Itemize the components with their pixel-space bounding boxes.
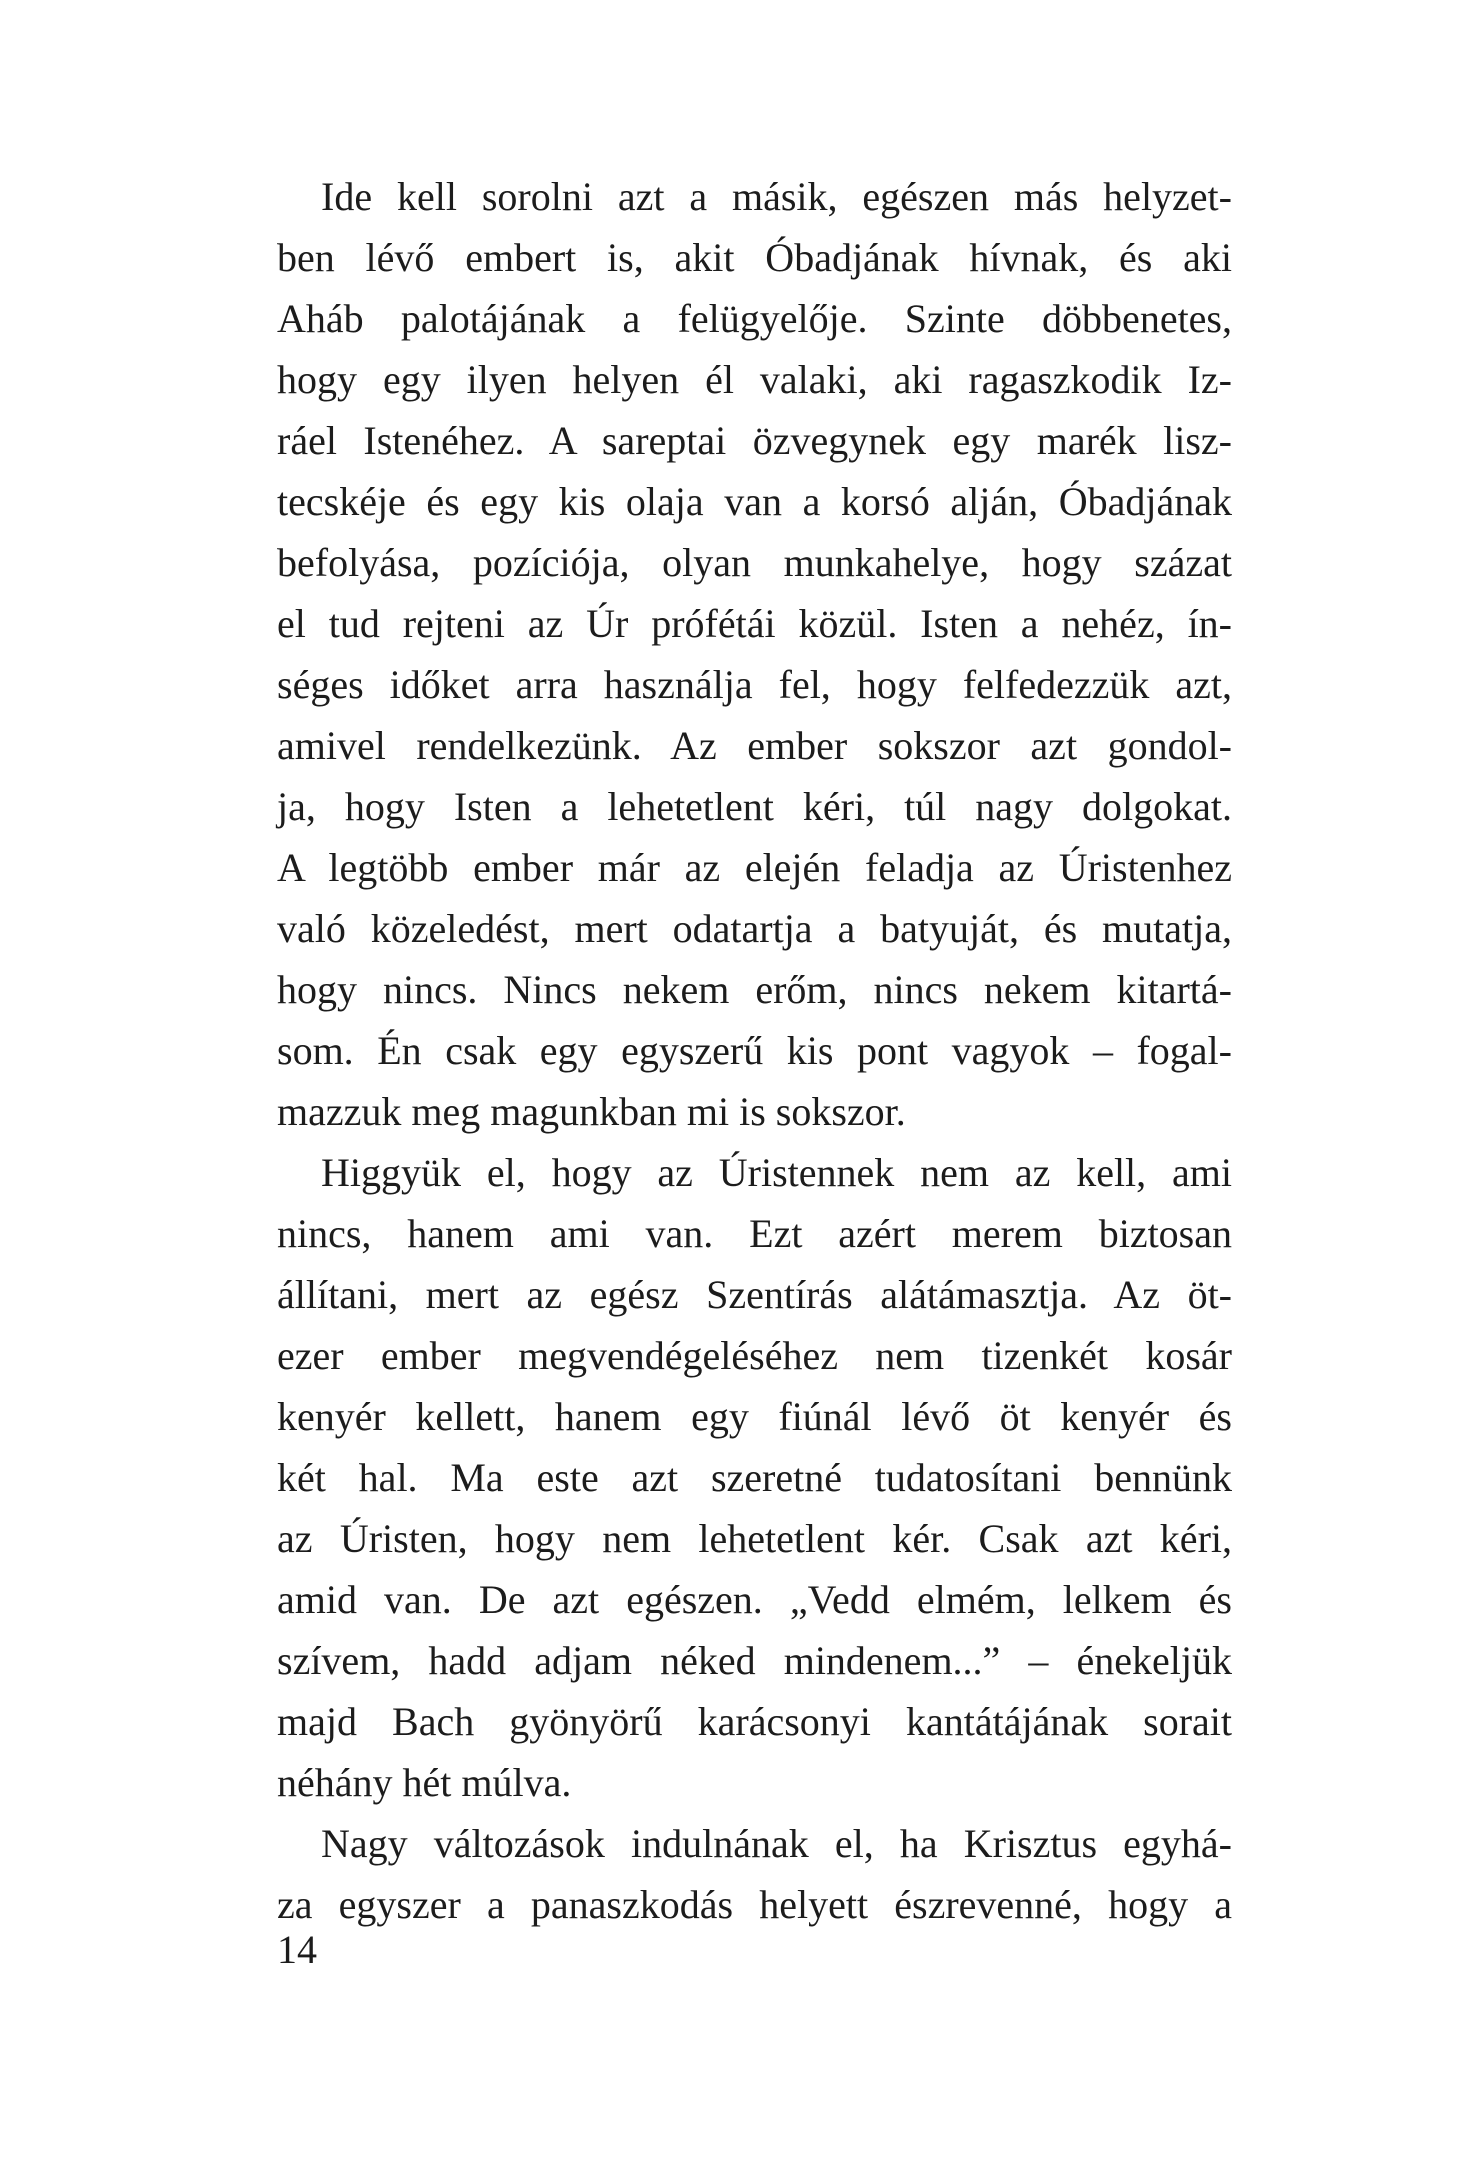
text-line: befolyása, pozíciója, olyan munkahelye, hogy százat (277, 540, 1232, 585)
text-line: ezer ember megvendégeléséhez nem tizenkét kosár (277, 1333, 1232, 1378)
text-line: állítani, mert az egész Szentírás alátámasztja. Az öt- (277, 1272, 1232, 1317)
text-line: majd Bach gyönyörű karácsonyi kantátájának sorait (277, 1699, 1232, 1744)
text-line: hogy egy ilyen helyen él valaki, aki ragaszkodik Iz- (277, 357, 1232, 402)
text-line: Aháb palotájának a felügyelője. Szinte döbbenetes, (277, 296, 1232, 341)
text-line: mazzuk meg magunkban mi is sokszor. (277, 1089, 906, 1134)
text-line: amivel rendelkezünk. Az ember sokszor azt gondol- (277, 723, 1232, 768)
page-number: 14 (277, 1927, 317, 1972)
text-line: nincs, hanem ami van. Ezt azért merem biztosan (277, 1211, 1232, 1256)
text-line: tecskéje és egy kis olaja van a korsó alján, Óbadjának (277, 479, 1232, 524)
text-line: hogy nincs. Nincs nekem erőm, nincs nekem kitartá- (277, 967, 1232, 1012)
body-text (277, 166, 1232, 1935)
text-line: néhány hét múlva. (277, 1760, 572, 1805)
text-line: Nagy változások indulnának el, ha Krisztus egyhá- (321, 1821, 1232, 1866)
text-line: séges időket arra használja fel, hogy felfedezzük azt, (277, 662, 1232, 707)
text-line: szívem, hadd adjam néked mindenem...” – énekeljük (277, 1638, 1232, 1683)
text-line: el tud rejteni az Úr prófétái közül. Isten a nehéz, ín- (277, 601, 1232, 646)
text-line: ja, hogy Isten a lehetetlent kéri, túl nagy dolgokat. (277, 784, 1232, 829)
text-line: való közeledést, mert odatartja a batyuját, és mutatja, (277, 906, 1232, 951)
text-line: ráel Istenéhez. A sareptai özvegynek egy marék lisz- (277, 418, 1232, 463)
text-line: za egyszer a panaszkodás helyett észrevenné, hogy a (277, 1882, 1232, 1927)
text-line: Ide kell sorolni azt a másik, egészen más helyzet- (321, 174, 1232, 219)
text-line: ben lévő embert is, akit Óbadjának hívnak, és aki (277, 235, 1232, 280)
text-line: két hal. Ma este azt szeretné tudatosítani bennünk (277, 1455, 1232, 1500)
text-line: az Úristen, hogy nem lehetetlent kér. Csak azt kéri, (277, 1516, 1232, 1561)
text-line: Higgyük el, hogy az Úristennek nem az kell, ami (321, 1150, 1232, 1195)
text-line: A legtöbb ember már az elején feladja az Úristenhez (277, 845, 1232, 890)
text-line: amid van. De azt egészen. „Vedd elmém, lelkem és (277, 1577, 1232, 1622)
text-line: som. Én csak egy egyszerű kis pont vagyok – fogal- (277, 1028, 1232, 1073)
text-line: kenyér kellett, hanem egy fiúnál lévő öt kenyér és (277, 1394, 1232, 1439)
